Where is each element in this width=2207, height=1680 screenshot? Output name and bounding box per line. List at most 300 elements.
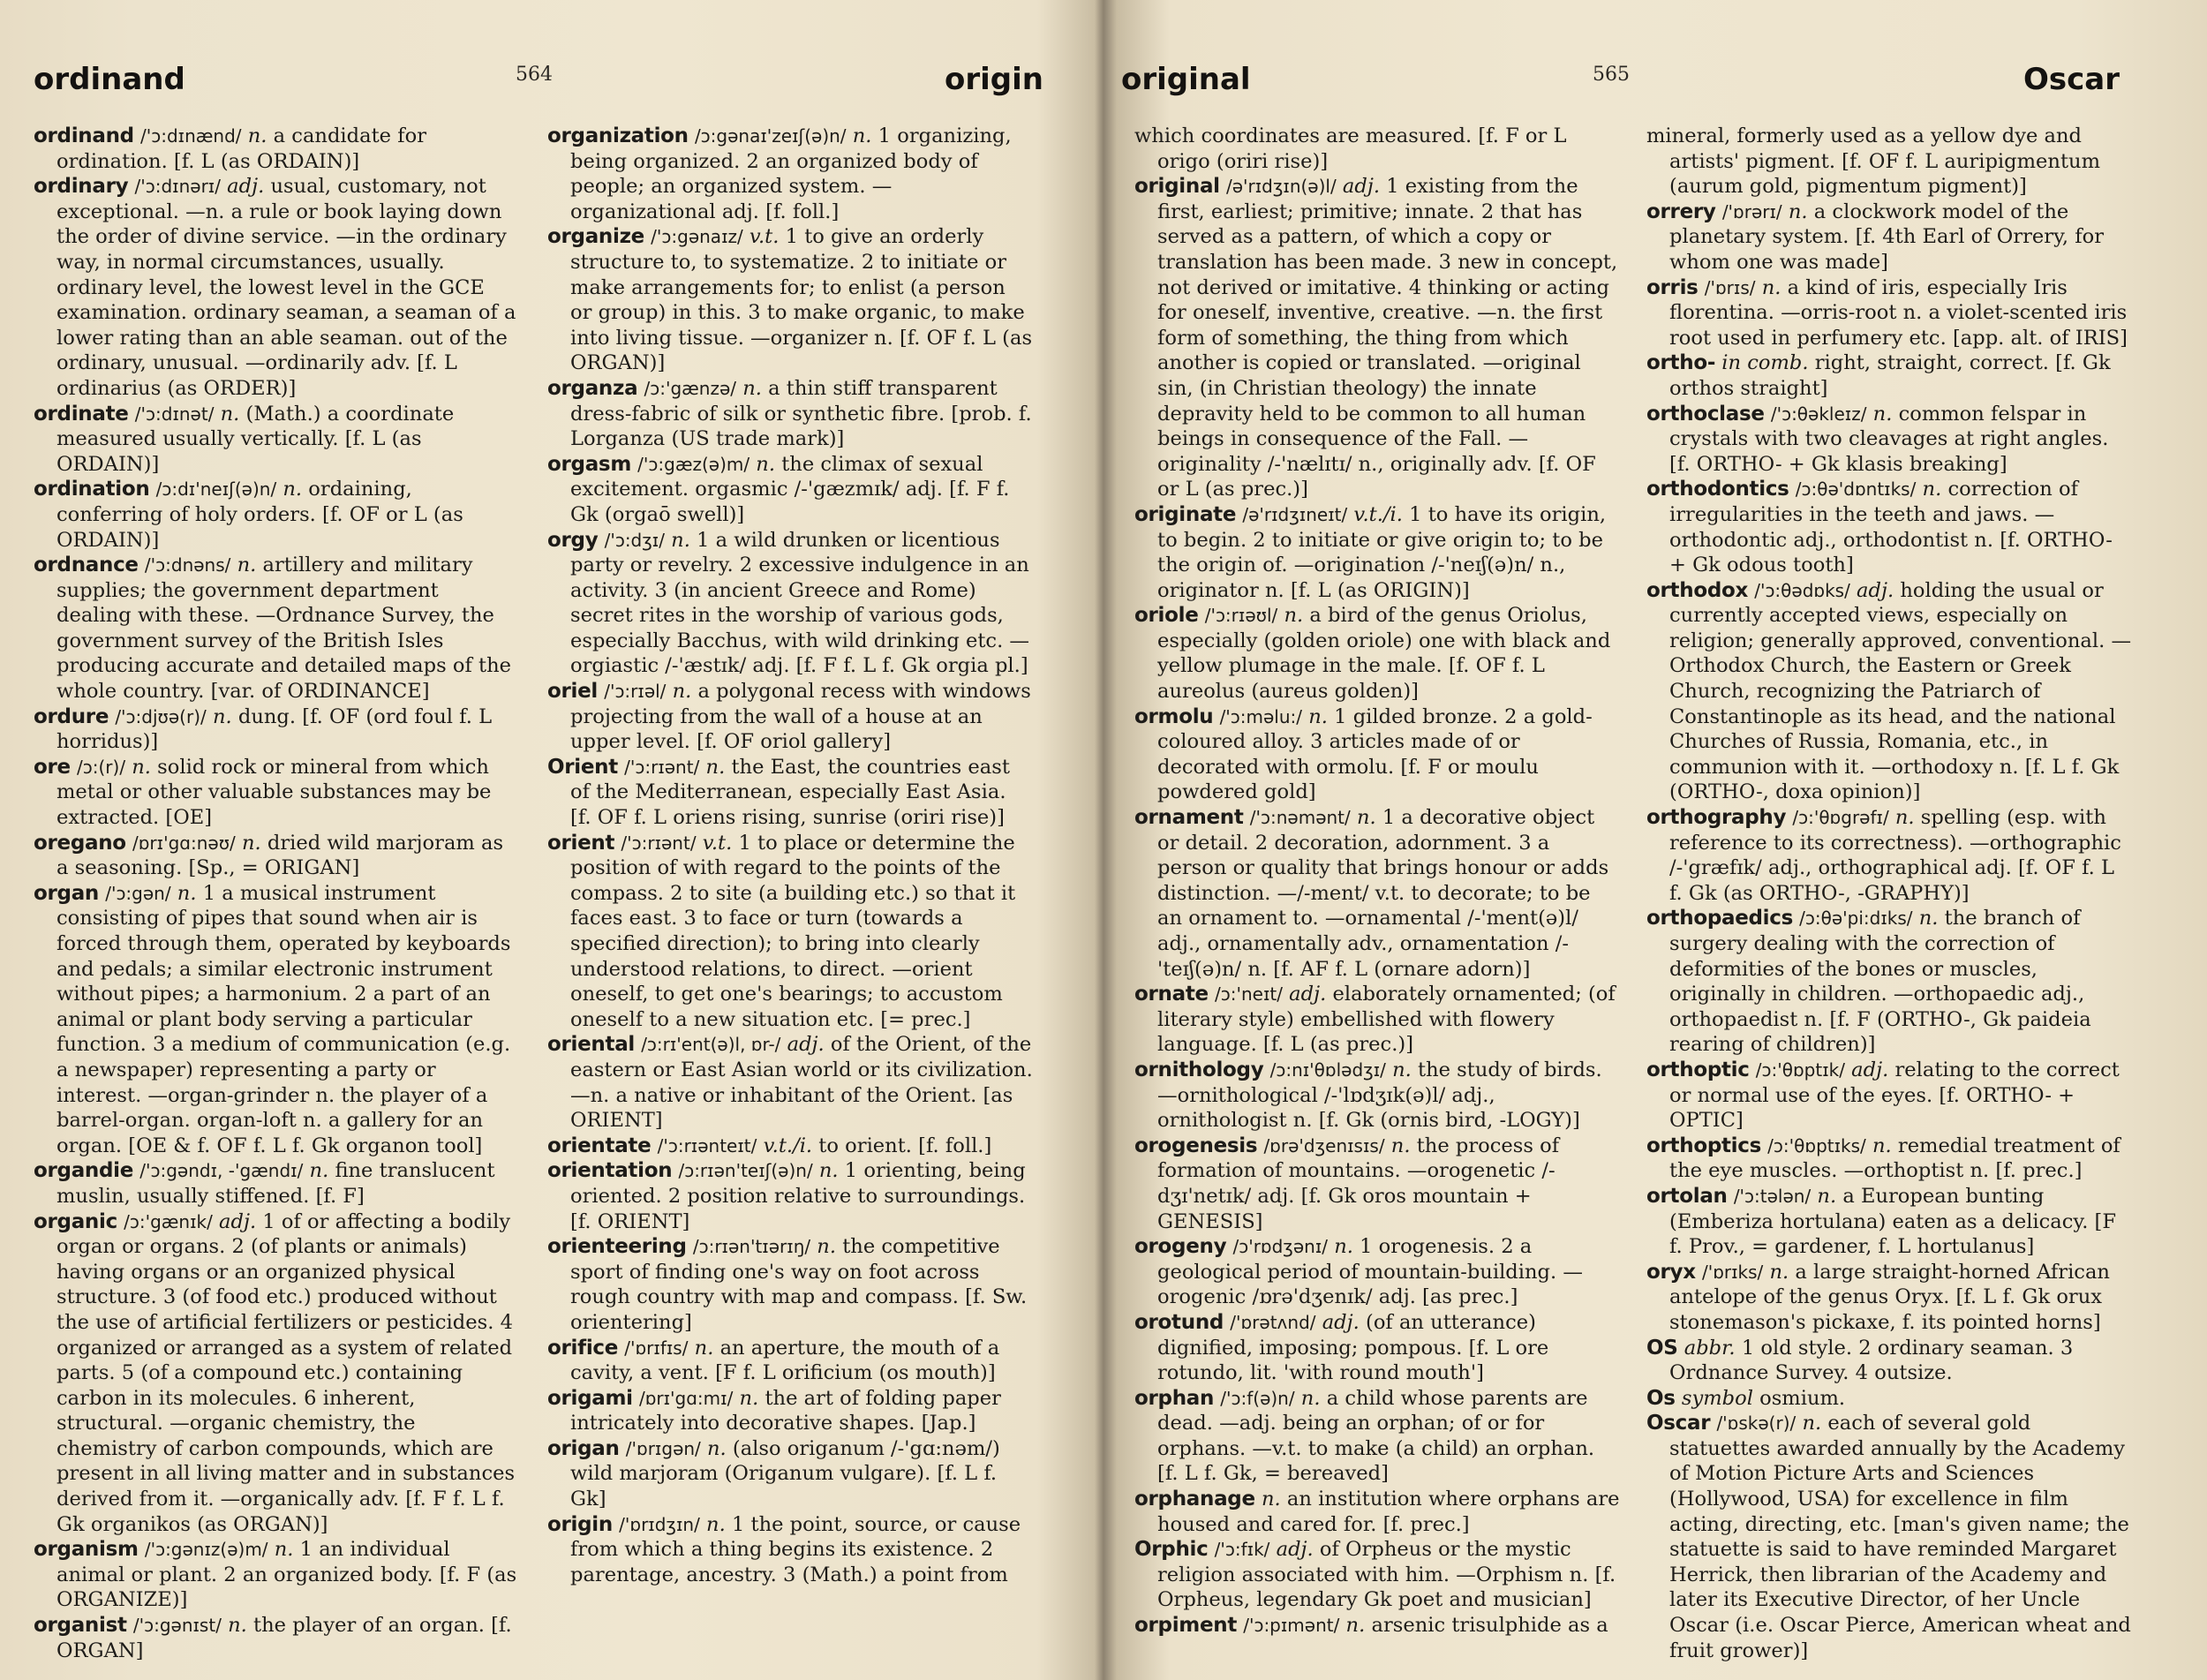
pronunciation: /'ɔ:gənɪz(ə)m/ (144, 1539, 268, 1561)
dictionary-entry (547, 224, 1033, 376)
dictionary-entry (1646, 1134, 2132, 1184)
part-of-speech: n. (1872, 402, 1893, 426)
dictionary-entry (1646, 477, 2132, 577)
headword: originate (1134, 502, 1237, 526)
definition: artillery and military supplies; the government department dealing with these. —Ordnance Survey, the government survey of the British Isles producing accurate and detailed maps of the whole country. [var. of ORDINANCE] (56, 554, 511, 704)
part-of-speech: n. (220, 402, 240, 426)
pronunciation: /ɔ:'gænzə/ (644, 377, 737, 399)
pronunciation: /'ɔ:rɪənteɪt/ (657, 1134, 757, 1156)
dictionary-entry (547, 1386, 1033, 1436)
definition: ordaining, conferring of holy orders. [f. OF or L (as ORDAIN)] (56, 478, 463, 552)
headword: orthodontics (1646, 478, 1789, 501)
headword: orgasm (547, 452, 631, 476)
pronunciation: /'ɔ:dɪnərɪ/ (134, 176, 221, 198)
part-of-speech: n. (177, 881, 197, 905)
headword: organ (34, 881, 100, 905)
dictionary-entry (1646, 1386, 2132, 1412)
dictionary-entry (1134, 982, 1620, 1058)
dictionary-entry (34, 881, 519, 1159)
pronunciation: /'ɔ:f(ə)n/ (1220, 1387, 1295, 1409)
definition: remedial treatment of the eye muscles. —orthoptist n. [f. prec.] (1669, 1134, 2120, 1183)
headword: oriental (547, 1033, 635, 1057)
pronunciation: /'ɒrɪdʒɪn/ (619, 1513, 700, 1535)
headword: orpiment (1134, 1614, 1238, 1638)
definition: fine translucent muslin, usually stiffened. [f. F] (56, 1159, 495, 1208)
part-of-speech: n. (672, 680, 692, 704)
definition: 1 of or affecting a bodily organ or organs. 2 (of plants or animals) having organs or an organized physical structure. 3 (of food etc.) produced without the use of artificial fertilizers or pesticides. 4 organized or arranged as a system of related parts. 5 (of a compound etc.) containing carbon in its molecules. 6 inherent, structural. —organic chemistry, the chemistry of carbon compounds, which are present in all living matter and in substances derived from it. —organically adv. [f. F f. L f. Gk organikos (as ORGAN)] (56, 1209, 516, 1536)
part-of-speech: n. (237, 554, 257, 577)
dictionary-entry (1134, 1537, 1620, 1613)
part-of-speech: adj. (219, 1209, 257, 1233)
headword: orrery (1646, 200, 1716, 223)
part-of-speech: in comb. (1721, 351, 1809, 375)
definition: an institution where orphans are housed and cared for. [f. prec.] (1157, 1488, 1620, 1536)
dictionary-entry (34, 124, 519, 174)
pronunciation: /ɔ:'neɪt/ (1215, 983, 1283, 1006)
definition: arsenic trisulphide as a (1371, 1614, 1608, 1638)
part-of-speech: n. (1334, 1235, 1353, 1259)
definition: 1 to have its origin, to begin. 2 to initiate or give origin to; to be the origin of. —origination /-'neɪʃ(ə)n/ n., originator n. [f. L (as ORIGIN)] (1157, 502, 1607, 602)
headword: orthoptic (1646, 1058, 1750, 1081)
definition: the climax of sexual excitement. orgasmic /-'gæzmɪk/ adj. [f. F f. Gk (orgaō swell)] (570, 452, 1010, 526)
part-of-speech: v.t./i. (1353, 502, 1403, 526)
headword: orris (1646, 275, 1699, 299)
pronunciation: /'ɒrərɪ/ (1721, 200, 1782, 222)
dictionary-entry (1134, 1234, 1620, 1310)
dictionary-entry (1134, 704, 1620, 805)
headword: orientation (547, 1159, 673, 1183)
definition: 1 a decorative object or detail. 2 decoration, adornment. 3 a person or quality that brings honour or adds distinction. —/-ment/ v.t. to decorate; to be an ornament to. —ornamental /-'ment(ə)l/ adj., ornamentally adv., ornamentation /-'teɪʃ(ə)n/ n. [f. AF f. L (ornare adorn)] (1157, 806, 1609, 981)
pronunciation: /'ɔ:rɪəʊl/ (1204, 605, 1278, 627)
dictionary-entry (547, 528, 1033, 680)
definition: 1 organizing, being organized. 2 an organized body of people; an organized system. —organizational adj. [f. foll.] (570, 124, 1012, 223)
part-of-speech: symbol (1681, 1386, 1753, 1410)
definition: dried wild marjoram as a seasoning. [Sp., = ORIGAN] (56, 831, 504, 880)
headword: orgy (547, 528, 599, 552)
part-of-speech: n. (247, 124, 267, 147)
definition: to orient. [f. foll.] (818, 1134, 992, 1157)
definition: holding the usual or currently accepted views, especially on religion; generally approved, conventional. —Orthodox Church, the Eastern or Greek Church, recognizing the Patriarch of Constantinople as its head, and the national Churches of Russia, Romania, etc., in communion with it. —orthodoxy n. [f. L f. Gk (ORTHO-, doxa opinion)] (1669, 578, 2132, 804)
pronunciation: /ɔ'rɒdʒənɪ/ (1232, 1236, 1329, 1258)
part-of-speech: n. (1308, 704, 1328, 728)
pronunciation: /ɔ:dɪ'neɪʃ(ə)n/ (155, 478, 277, 501)
headword: orotund (1134, 1310, 1224, 1334)
part-of-speech: n. (1788, 200, 1808, 223)
pronunciation: /'ɒrɪs/ (1704, 276, 1756, 298)
headword: organic (34, 1209, 117, 1233)
definition: the player of an organ. [f. ORGAN] (56, 1614, 512, 1662)
headword: orthopaedics (1646, 907, 1793, 930)
headword: orifice (547, 1336, 619, 1360)
definition: elaborately ornamented; (of literary style) embellished with flowery language. [f. L (as prec.)] (1157, 983, 1616, 1057)
pronunciation: /'ɒrɪgən/ (625, 1437, 701, 1459)
dictionary-entry (1134, 1386, 1620, 1487)
dictionary-entry (547, 831, 1033, 1033)
part-of-speech: adj. (1276, 1538, 1314, 1562)
headword: ordinate (34, 402, 129, 426)
definition: the East, the countries east of the Mediterranean, especially East Asia. [f. OF f. L oriens rising, sunrise (oriri rise)] (570, 755, 1010, 830)
pronunciation: /ɔ:nɪ'θɒlədʒɪ/ (1269, 1058, 1386, 1081)
definition: 1 orogenesis. 2 a geological period of mountain-building. —orogenic /ɒrə'dʒenɪk/ adj. [as prec.] (1157, 1235, 1583, 1309)
definition: 1 old style. 2 ordinary seaman. 3 Ordnance Survey. 4 outsize. (1669, 1336, 2074, 1385)
headword: organdie (34, 1159, 134, 1183)
dictionary-entry (547, 755, 1033, 831)
definition: (also origanum /-'gɑ:nəm/) wild marjoram (Origanum vulgare). [f. L f. Gk] (570, 1436, 1000, 1511)
definition: the branch of surgery dealing with the correction of deformities of the bones or muscles, originally in children. —orthopaedic adj., orthopaedist n. [f. F (ORTHO-, Gk paideia rearing of children)] (1669, 907, 2091, 1057)
headword: origin (547, 1512, 613, 1536)
part-of-speech: n. (1356, 806, 1376, 830)
headword: orphanage (1134, 1488, 1255, 1511)
pronunciation: /'ɔ:dʒɪ/ (604, 529, 665, 551)
dictionary-entry (1134, 603, 1620, 704)
dictionary-entry (547, 1336, 1033, 1386)
dictionary-entry (34, 755, 519, 831)
definition: usual, customary, not exceptional. —n. a rule or book laying down the order of divine service. —in the ordinary way, in normal circumstances, usually. ordinary level, the lowest level in the GCE examination. ordinary seaman, a seaman of a lower rating than an able seaman. out of the ordinary, unusual. —ordinarily adv. [f. L ordinarius (as ORDER)] (56, 175, 516, 400)
definition: 1 to give an orderly structure to, to systematize. 2 to initiate or make arrangements for; to enlist (a person or group) in this. 3 to make organic, to make into living tissue. —organizer n. [f. OF f. L (as ORGAN)] (570, 225, 1033, 375)
headword: ore (34, 755, 71, 779)
part-of-speech: adj. (1322, 1310, 1360, 1334)
headword: origan (547, 1436, 620, 1460)
column-4 (1646, 124, 2132, 1663)
dictionary-entry (547, 679, 1033, 755)
pronunciation: /'ɒrətʌnd/ (1230, 1311, 1316, 1333)
part-of-speech: n. (1392, 1058, 1412, 1081)
pronunciation: /'ɔ:gəndɪ, -'gændɪ/ (139, 1160, 304, 1182)
part-of-speech: adj. (1289, 983, 1327, 1006)
part-of-speech: n. (694, 1336, 714, 1360)
dictionary-entry (1646, 906, 2132, 1058)
dictionary-entry (34, 402, 519, 478)
headword: oryx (1646, 1260, 1696, 1284)
pronunciation: /ɔ:(r)/ (77, 756, 126, 778)
part-of-speech: n. (817, 1235, 837, 1259)
definition: spelling (esp. with reference to its correctness). —orthographic /-'græfɪk/ adj., orthographical adj. [f. OF f. L f. Gk (as ORTHO-, -GRAPHY)] (1669, 806, 2121, 905)
part-of-speech: n. (706, 1436, 727, 1460)
definition: (Math.) a coordinate measured usually vertically. [f. L (as ORDAIN)] (56, 402, 455, 476)
part-of-speech: adj. (1342, 175, 1381, 199)
headword: ordnance (34, 554, 139, 577)
definition: a bird of the genus Oriolus, especially (golden oriole) one with black and yellow plumage in the male. [f. OF f. L aureolus (aureus golden)] (1157, 604, 1611, 704)
definition: dung. [f. OF (ord foul f. L horridus)] (56, 704, 493, 754)
headword: orphan (1134, 1386, 1215, 1410)
headword: orient (547, 831, 615, 855)
pronunciation: /ɔ:'θɒptɪk/ (1755, 1058, 1845, 1081)
headword: ortho- (1646, 351, 1716, 375)
part-of-speech: n. (1261, 1488, 1281, 1511)
headword: orogeny (1134, 1235, 1227, 1259)
dictionary-entry (1646, 805, 2132, 906)
page-number: 564 (516, 64, 553, 86)
headword: orientate (547, 1134, 652, 1157)
dictionary-entry (1646, 1058, 2132, 1134)
headword: orthoptics (1646, 1134, 1761, 1157)
definition: a thin stiff transparent dress-fabric of silk or synthetic fibre. [prob. f. Lorganza (US trade mark)] (570, 376, 1032, 451)
part-of-speech: n. (1922, 478, 1942, 501)
headword: orthodox (1646, 578, 1749, 602)
headword: organza (547, 376, 638, 400)
page-number: 565 (1593, 64, 1630, 86)
headword: oregano (34, 831, 126, 855)
running-head-left: original (1121, 62, 1251, 97)
dictionary-entry (34, 1209, 519, 1538)
definition: the study of birds. —ornithological /-'lɒdʒɪk(ə)l/ adj., ornithologist n. [f. Gk (ornis bird, -LOGY)] (1157, 1058, 1602, 1133)
headword: original (1134, 175, 1220, 199)
dictionary-entry (1646, 200, 2132, 275)
pronunciation: /'ɔ:gən/ (105, 882, 171, 904)
pronunciation: /'ɔ:dɪnænd/ (140, 125, 242, 147)
headword: ormolu (1134, 704, 1214, 728)
headword: orthoclase (1646, 402, 1765, 426)
dictionary-entry (547, 376, 1033, 452)
pronunciation: /ə'rɪdʒɪneɪt/ (1242, 503, 1348, 525)
part-of-speech: n. (818, 1159, 839, 1183)
part-of-speech: n. (1345, 1614, 1366, 1638)
dictionary-entry (1646, 124, 2132, 200)
dictionary-entry (1646, 350, 2132, 401)
dictionary-entry (1134, 174, 1620, 502)
part-of-speech: n. (1390, 1134, 1411, 1157)
dictionary-entry (1646, 1336, 2132, 1386)
dictionary-entry (547, 1158, 1033, 1234)
part-of-speech: n. (309, 1159, 329, 1183)
pronunciation: /ɒrɪ'gɑ:nəʊ/ (132, 832, 236, 854)
dictionary-entry (34, 477, 519, 553)
headword: Os (1646, 1386, 1676, 1410)
definition: solid rock or mineral from which metal or other valuable substances may be extracted. [OE] (56, 755, 492, 830)
pronunciation: /'ɔ:θəkleɪz/ (1770, 403, 1867, 425)
definition: a child whose parents are dead. —adj. being an orphan; of or for orphans. —v.t. to make (a child) an orphan. [f. L f. Gk, = bereaved] (1157, 1386, 1595, 1486)
pronunciation: /'ɔ:gənaɪz/ (651, 226, 743, 248)
part-of-speech: n. (132, 755, 151, 779)
headword: Oscar (1646, 1412, 1711, 1435)
pronunciation: /'ɔ:rɪəl/ (604, 681, 667, 703)
part-of-speech: n. (739, 1386, 759, 1410)
column-2 (547, 124, 1033, 1587)
pronunciation: /'ɒrɪks/ (1701, 1261, 1764, 1283)
pronunciation: /ɔ:rɪən'teɪʃ(ə)n/ (678, 1160, 813, 1182)
dictionary-entry (34, 831, 519, 881)
headword: Orient (547, 755, 618, 779)
part-of-speech: adj. (787, 1033, 825, 1057)
column-3 (1134, 124, 1620, 1639)
dictionary-entry (34, 553, 519, 704)
dictionary-entry (1646, 402, 2132, 478)
definition: correction of irregularities in the teeth and jaws. —orthodontic adj., orthodontist n. [f. ORTHO- + Gk odous tooth] (1669, 478, 2113, 577)
definition: a polygonal recess with windows projecting from the wall of a house at an upper level. [f. OF oriol gallery] (570, 680, 1031, 754)
part-of-speech: n. (852, 124, 872, 147)
definition: right, straight, correct. [f. Gk orthos straight] (1669, 351, 2111, 400)
headword: oriel (547, 680, 599, 704)
pronunciation: /'ɔ:tələn/ (1733, 1185, 1812, 1207)
dictionary-entry (1646, 1184, 2132, 1260)
pronunciation: /'ɔ:nəmənt/ (1249, 807, 1351, 829)
pronunciation: /'ɔ:gənɪst/ (132, 1615, 222, 1637)
headword: orogenesis (1134, 1134, 1258, 1157)
pronunciation: /ɒrə'dʒenɪsɪs/ (1263, 1134, 1385, 1156)
part-of-speech: adj. (1851, 1058, 1889, 1081)
dictionary-entry (1646, 1411, 2132, 1663)
definition: of Orpheus or the mystic religion associated with him. —Orphism n. [f. Orpheus, legendary Gk poet and musician] (1157, 1538, 1616, 1612)
dictionary-entry (34, 1613, 519, 1663)
headword: ordure (34, 704, 109, 728)
definition: which coordinates are measured. [f. F or L origo (oriri rise)] (1134, 124, 1567, 173)
part-of-speech: v.t./i. (763, 1134, 813, 1157)
pronunciation: /'ɔ:rɪənt/ (624, 756, 700, 778)
headword: OS (1646, 1336, 1678, 1360)
part-of-speech: n. (1817, 1184, 1837, 1208)
part-of-speech: n. (1872, 1134, 1892, 1157)
definition: osmium. (1759, 1386, 1846, 1410)
dictionary-entry (1646, 578, 2132, 805)
pronunciation: /'ɔ:djʊə(r)/ (115, 705, 207, 727)
pronunciation: /'ɔ:məlu:/ (1219, 705, 1303, 727)
definition: (of an utterance) dignified, imposing; pompous. [f. L ore rotundo, lit. 'with round mouth'] (1157, 1310, 1549, 1385)
definition: a large straight-horned African antelope of the genus Oryx. [f. L f. Gk orux stonemason's pickaxe, f. its pointed horns] (1669, 1260, 2110, 1334)
definition: a European bunting (Emberiza hortulana) eaten as a delicacy. [F f. Prov., = gardener, f. L hortulanus] (1669, 1184, 2117, 1259)
definition: relating to the correct or normal use of the eyes. [f. ORTHO- + OPTIC] (1669, 1058, 2120, 1133)
headword: orienteering (547, 1235, 687, 1259)
part-of-speech: v.t. (702, 831, 733, 855)
pronunciation: /ə'rɪdʒɪn(ə)l/ (1225, 176, 1337, 198)
headword: orthography (1646, 806, 1787, 830)
dictionary-entry (34, 1158, 519, 1209)
part-of-speech: n. (274, 1538, 294, 1562)
definition: a candidate for ordination. [f. L (as ORDAIN)] (56, 124, 426, 173)
part-of-speech: abbr. (1683, 1336, 1736, 1360)
part-of-speech: n. (1769, 1260, 1789, 1284)
pronunciation: /'ɔ:dnəns/ (144, 554, 231, 576)
dictionary-entry (1134, 502, 1620, 603)
definition: a clockwork model of the planetary system. [f. 4th Earl of Orrery, for whom one was made] (1669, 200, 2104, 274)
pronunciation: /ɒrɪ'gɑ:mɪ/ (638, 1387, 734, 1409)
definition: 1 an individual animal or plant. 2 an organized body. [f. F (as ORGANIZE)] (56, 1538, 517, 1612)
definition: 1 orienting, being oriented. 2 position relative to surroundings. [f. ORIENT] (570, 1159, 1026, 1233)
definition: 1 to place or determine the position of with regard to the points of the compass. 2 to site (a building etc.) so that it faces east. 3 to face or turn (towards a specified direction); to bring into clearly understood relations, to direct. —orient oneself, to get one's bearings; to accustom oneself to a new situation etc. [= prec.] (570, 831, 1016, 1031)
definition: the competitive sport of finding one's way on foot across rough country with map and compass. [f. Sw. orientering] (570, 1235, 1028, 1334)
dictionary-entry (1134, 124, 1620, 174)
dictionary-entry (1134, 1310, 1620, 1386)
dictionary-entry (547, 452, 1033, 528)
definition: each of several gold statuettes awarded annually by the Academy of Motion Picture Arts and Sciences (Hollywood, USA) for excellence in film acting, directing, etc. [man's given name; the statuette is said to have reminded Margaret Herrick, then librarian of the Academy and later its Executive Director, of her Uncle Oscar (i.e. Oscar Pierce, American wheat and fruit grower)] (1669, 1412, 2131, 1662)
pronunciation: /ɔ:rɪən'tɪərɪŋ/ (692, 1236, 811, 1258)
pronunciation: /ɔ:'θɒptɪks/ (1767, 1134, 1866, 1156)
dictionary-entry (1134, 1613, 1620, 1639)
part-of-speech: n. (742, 376, 762, 400)
headword: ornate (1134, 983, 1209, 1006)
part-of-speech: n. (228, 1614, 247, 1638)
running-head-right: origin (945, 62, 1043, 97)
dictionary-entry (1134, 1487, 1620, 1537)
dictionary-entry (34, 704, 519, 755)
part-of-speech: n. (706, 1512, 726, 1536)
pronunciation: /'ɔ:pɪmənt/ (1243, 1615, 1340, 1637)
column-1 (34, 124, 519, 1663)
headword: oriole (1134, 604, 1199, 628)
part-of-speech: n. (756, 452, 776, 476)
dictionary-entry (547, 1234, 1033, 1335)
part-of-speech: n. (671, 528, 690, 552)
part-of-speech: n. (212, 704, 232, 728)
headword: ordinand (34, 124, 134, 147)
part-of-speech: n. (1918, 907, 1939, 930)
headword: organism (34, 1538, 139, 1562)
part-of-speech: adj. (227, 175, 265, 199)
definition: 1 a wild drunken or licentious party or revelry. 2 excessive indulgence in an activity. 3 (in ancient Greece and Rome) secret rites in the worship of various gods, especially Bacchus, with wild drinking etc. —orgiastic /-'æstɪk/ adj. [f. F f. L f. Gk orgia pl.] (570, 528, 1030, 678)
definition: an aperture, the mouth of a cavity, a vent. [F f. L orificium (os mouth)] (570, 1336, 1000, 1385)
definition: mineral, formerly used as a yellow dye and artists' pigment. [f. OF f. L auripigmentum (aurum gold, pigmentum pigment)] (1646, 124, 2101, 199)
pronunciation: /ɔ:θə'dɒntɪks/ (1795, 478, 1917, 501)
page-right (1104, 0, 2207, 1680)
pronunciation: /ɔ:'θɒgrəfɪ/ (1792, 807, 1889, 829)
definition: of the Orient, of the eastern or East Asian world or its civilization. —n. a native or inhabitant of the Orient. [as ORIENT] (570, 1033, 1033, 1133)
part-of-speech: n. (1761, 275, 1781, 299)
definition: 1 the point, source, or cause from which a thing begins its existence. 2 parentage, ancestry. 3 (Math.) a point from (570, 1512, 1021, 1586)
pronunciation: /'ɒrɪfɪs/ (624, 1337, 689, 1359)
definition: a kind of iris, especially Iris florentina. —orris-root n. a violet-scented iris root used in perfumery etc. [app. alt. of IRIS] (1669, 275, 2128, 350)
part-of-speech: n. (241, 831, 261, 855)
pronunciation: /ɔ:rɪ'ent(ə)l, ɒr-/ (641, 1034, 781, 1056)
dictionary-entry (1646, 275, 2132, 351)
dictionary-entry (34, 174, 519, 401)
dictionary-entry (547, 1512, 1033, 1588)
headword: organize (547, 225, 644, 249)
pronunciation: /ɔ:θə'pi:dɪks/ (1799, 908, 1913, 930)
headword: ornithology (1134, 1058, 1264, 1081)
part-of-speech: n. (1802, 1412, 1822, 1435)
headword: organization (547, 124, 689, 147)
dictionary-entry (1134, 805, 1620, 982)
definition: the art of folding paper intricately into decorative shapes. [Jap.] (570, 1386, 1001, 1435)
definition: 1 a musical instrument consisting of pipes that sound when air is forced through them, operated by keyboards and pedals; a similar electronic instrument without pipes; a harmonium. 2 a part of an animal or plant body serving a particular function. 3 a medium of communication (e.g. a newspaper) representing a party or interest. —organ-grinder n. the player of a barrel-organ. organ-loft n. a gallery for an organ. [OE & f. OF f. L f. Gk organon tool] (56, 881, 511, 1157)
pronunciation: /'ɔ:rɪənt/ (621, 832, 697, 854)
dictionary-entry (547, 1032, 1033, 1133)
headword: ornament (1134, 806, 1244, 830)
headword: Orphic (1134, 1538, 1209, 1562)
definition: 1 existing from the first, earliest; primitive; innate. 2 that has served as a pattern, of which a copy or translation has been made. 3 new in concept, not derived or imitative. 4 thinking or acting for oneself, inventive, creative. —n. the first form of something, the thing from which another is copied or translated. —original sin, (in Christian theology) the innate depravity held to be common to all human beings in consequence of the Fall. —originality /-'nælɪtɪ/ n., originally adv. [f. OF or L (as prec.)] (1157, 175, 1618, 501)
headword: ordinary (34, 175, 129, 199)
dictionary-entry (547, 1134, 1033, 1159)
part-of-speech: n. (1894, 806, 1915, 830)
part-of-speech: v.t. (749, 225, 780, 249)
pronunciation: /'ɔ:gæz(ə)m/ (637, 453, 750, 475)
pronunciation: /'ɔ:fɪk/ (1214, 1539, 1270, 1561)
dictionary-entry (547, 124, 1033, 224)
pronunciation: /'ɒskə(r)/ (1716, 1413, 1796, 1435)
dictionary-entry (1134, 1134, 1620, 1234)
running-head-right: Oscar (2023, 62, 2120, 97)
headword: ordination (34, 478, 150, 501)
definition: 1 gilded bronze. 2 a gold-coloured alloy. 3 articles made of or decorated with ormolu. [f. F or moulu powdered gold] (1157, 704, 1593, 804)
part-of-speech: n. (705, 755, 726, 779)
part-of-speech: n. (282, 478, 303, 501)
pronunciation: /ɔ:gənaɪ'zeɪʃ(ə)n/ (694, 125, 847, 147)
headword: origami (547, 1386, 633, 1410)
dictionary-entry (34, 1537, 519, 1613)
dictionary-entry (547, 1436, 1033, 1512)
running-head-left: ordinand (34, 62, 185, 97)
pronunciation: /'ɔ:θədɒks/ (1754, 579, 1850, 601)
part-of-speech: adj. (1857, 578, 1894, 602)
dictionary-entry (1134, 1058, 1620, 1134)
part-of-speech: n. (1300, 1386, 1321, 1410)
headword: organist (34, 1614, 127, 1638)
headword: ortolan (1646, 1184, 1728, 1208)
definition: the process of formation of mountains. —orogenetic /-dʒɪ'netɪk/ adj. [f. Gk oros mountain + GENESIS] (1157, 1134, 1560, 1233)
part-of-speech: n. (1284, 604, 1304, 628)
pronunciation: /'ɔ:dɪnət/ (134, 403, 215, 425)
pronunciation: /ɔ:'gænɪk/ (124, 1210, 213, 1232)
definition: common felspar in crystals with two cleavages at right angles. [f. ORTHO- + Gk klasis breaking] (1669, 402, 2109, 476)
